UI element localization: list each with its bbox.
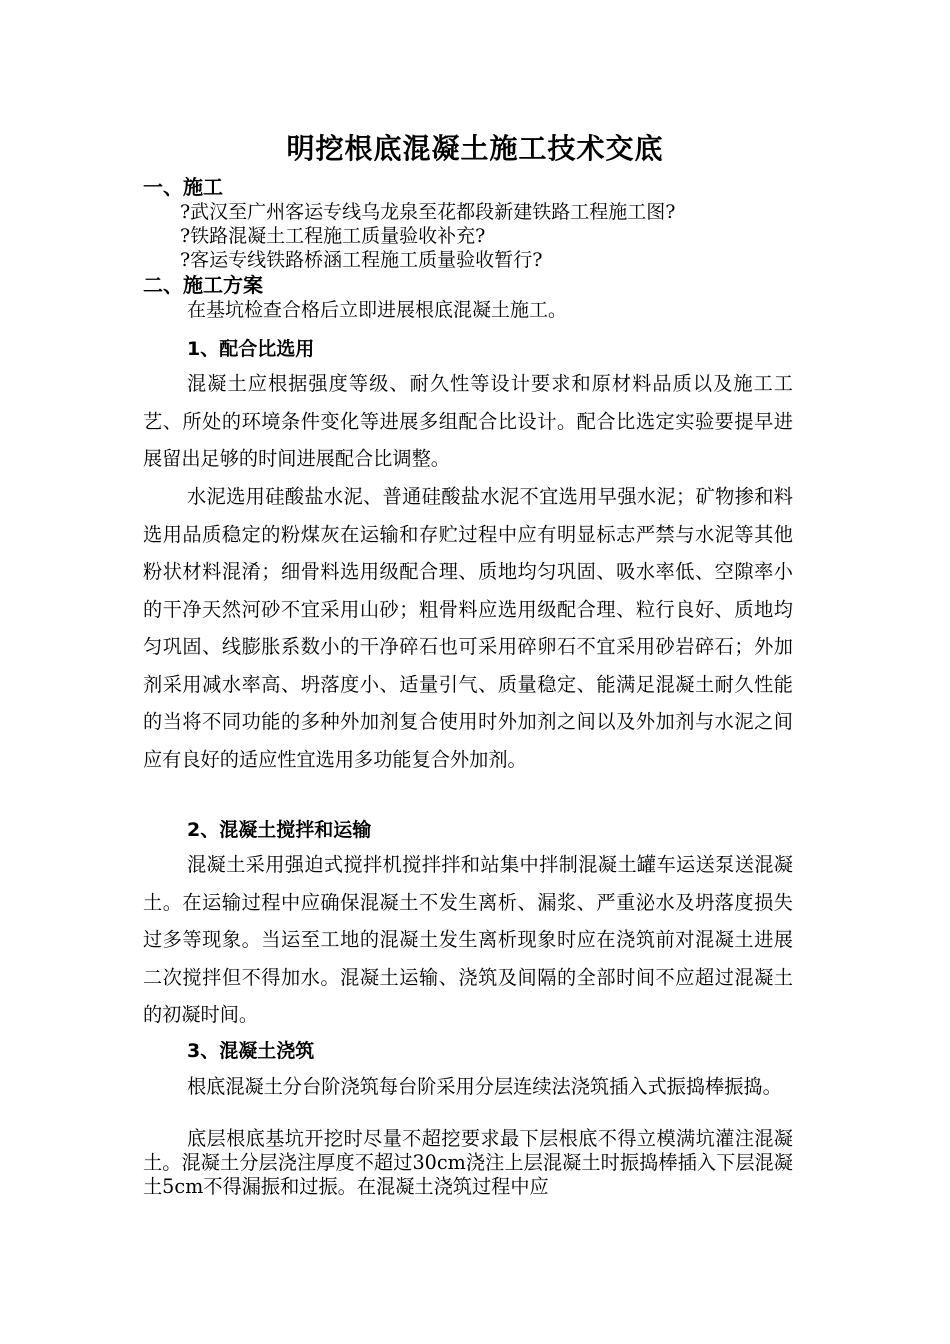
section-heading-construction: 一、施工 bbox=[143, 175, 223, 199]
plan-intro: 在基坑检查合格后立即进展根底混凝土施工。 bbox=[187, 299, 568, 321]
document-title: 明挖根底混凝土施工技术交底 bbox=[286, 132, 664, 165]
reference-item-3: ?客运专线铁路桥涵工程施工质量验收暂行? bbox=[180, 249, 543, 271]
paragraph-materials: 水泥选用硅酸盐水泥、普通硅酸盐水泥不宜选用早强水泥；矿物掺和料选用品质稳定的粉煤灰在运输和存贮过程中应有明显标志严禁与水泥等其他粉状材料混淆；细骨料选用级配合理、质地均匀巩固、吸水率低、空隙率小的干净天然河砂不宜采用山砂；粗骨料应选用级配合理、粒行良好、质地均匀巩固、线膨胀系数小的干净碎石也可采用碎卵石不宜采用砂岩碎石；外加剂采用减水率高、坍落度小、适量引气、质量稳定、能满足混凝土耐久性能的当将不同功能的多种外加剂复合使用时外加剂之间以及外加剂与水泥之间应有良好的适应性宜选用多功能复合外加剂。 bbox=[143, 485, 793, 771]
subsection-heading-mixing-transport: 2、混凝土搅拌和运输 bbox=[187, 819, 372, 841]
paragraph-mixing-transport: 混凝土采用强迫式搅拌机搅拌拌和站集中拌制混凝土罐车运送泵送混凝土。在运输过程中应确保混凝土不发生离析、漏浆、严重泌水及坍落度损失过多等现象。当运至工地的混凝土发生离析现象时应在浇筑前对混凝土进展二次搅拌但不得加水。混凝土运输、浇筑及间隔的全部时间不应超过混凝土的初凝时间。 bbox=[143, 853, 793, 1026]
reference-item-2: ?铁路混凝土工程施工质量验收补充? bbox=[180, 225, 486, 247]
section-heading-plan: 二、施工方案 bbox=[143, 273, 263, 297]
paragraph-pouring-layers: 底层根底基坑开挖时尽量不超挖要求最下层根底不得立模满坑灌注混凝土。混凝土分层浇注厚度不超过30cm浇注上层混凝土时振捣棒插入下层混凝土5cm不得漏振和过振。在混凝土浇筑过程中应 bbox=[143, 1127, 793, 1198]
subsection-heading-pouring: 3、混凝土浇筑 bbox=[187, 1040, 315, 1062]
subsection-heading-mix-ratio: 1、配合比选用 bbox=[187, 338, 315, 360]
reference-item-1: ?武汉至广州客运专线乌龙泉至花都段新建铁路工程施工图? bbox=[180, 201, 676, 223]
paragraph-mix-design: 混凝土应根据强度等级、耐久性等设计要求和原材料品质以及施工工艺、所处的环境条件变化等进展多组配合比设计。配合比选定实验要提早进展留出足够的时间进展配合比调整。 bbox=[143, 372, 793, 470]
paragraph-pouring-steps: 根底混凝土分台阶浇筑每台阶采用分层连续法浇筑插入式振捣棒振捣。 bbox=[187, 1075, 782, 1098]
